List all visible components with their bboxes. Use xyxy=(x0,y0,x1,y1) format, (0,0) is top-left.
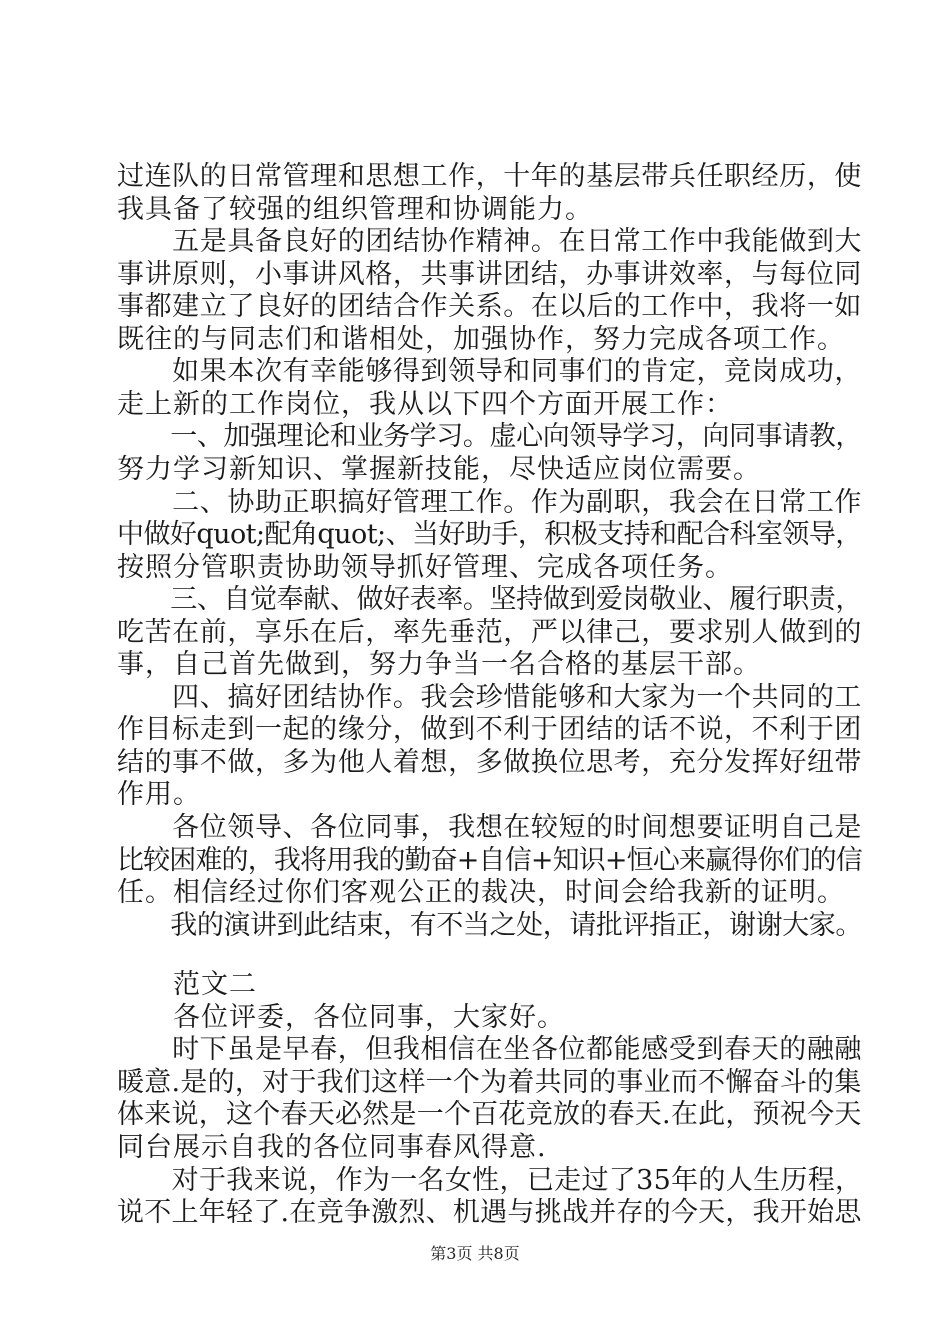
text-line: 如果本次有幸能够得到领导和同事们的肯定，竞岗成功， xyxy=(117,356,862,388)
text-line: 作用。 xyxy=(117,779,201,811)
text-line: 对于我来说，作为一名女性，已走过了35年的人生历程， xyxy=(117,1164,863,1196)
text-line: 二、协助正职搞好管理工作。作为副职，我会在日常工作 xyxy=(117,486,862,518)
text-line: 同台展示自我的各位同事春风得意. xyxy=(117,1131,547,1163)
text-line: 吃苦在前，享乐在后，率先垂范，严以律己，要求别人做到的 xyxy=(117,616,862,648)
text-line: 走上新的工作岗位，我从以下四个方面开展工作： xyxy=(117,388,733,420)
text-line: 按照分管职责协助领导抓好管理、完成各项任务。 xyxy=(117,551,733,583)
text-line: 暖意.是的，对于我们这样一个为着共同的事业而不懈奋斗的集 xyxy=(117,1066,862,1098)
text-line: 一、加强理论和业务学习。虚心向领导学习，向同事请教， xyxy=(117,421,862,453)
text-line: 我的演讲到此结束，有不当之处，请批评指正，谢谢大家。 xyxy=(117,909,862,941)
text-line: 事讲原则，小事讲风格，共事讲团结，办事讲效率，与每位同 xyxy=(117,258,862,290)
text-line: 各位评委，各位同事，大家好。 xyxy=(117,1001,565,1033)
text-line: 各位领导、各位同事，我想在较短的时间想要证明自己是 xyxy=(117,812,862,844)
page-footer: 第3页 共8页 xyxy=(430,1244,520,1263)
text-line: 事，自己首先做到，努力争当一名合格的基层干部。 xyxy=(117,649,761,681)
text-line: 五是具备良好的团结协作精神。在日常工作中我能做到大 xyxy=(117,226,862,258)
text-line: 三、自觉奉献、做好表率。坚持做到爱岗敬业、履行职责， xyxy=(117,584,862,616)
text-line: 我具备了较强的组织管理和协调能力。 xyxy=(117,193,593,225)
text-line: 努力学习新知识、掌握新技能，尽快适应岗位需要。 xyxy=(117,453,761,485)
text-line: 过连队的日常管理和思想工作，十年的基层带兵任职经历，使 xyxy=(117,161,862,193)
text-line: 中做好quot;配角quot;、当好助手，积极支持和配合科室领导， xyxy=(117,519,862,551)
text-line: 体来说，这个春天必然是一个百花竞放的春天.在此，预祝今天 xyxy=(117,1099,862,1131)
text-line: 事都建立了良好的团结合作关系。在以后的工作中，我将一如 xyxy=(117,291,862,323)
text-line: 既往的与同志们和谐相处，加强协作，努力完成各项工作。 xyxy=(117,323,845,355)
text-line: 结的事不做，多为他人着想，多做换位思考，充分发挥好纽带 xyxy=(117,746,862,778)
text-line: 作目标走到一起的缘分，做到不利于团结的话不说，不利于团 xyxy=(117,714,862,746)
text-line: 四、搞好团结协作。我会珍惜能够和大家为一个共同的工 xyxy=(117,681,862,713)
text-line: 时下虽是早春，但我相信在坐各位都能感受到春天的融融 xyxy=(117,1034,862,1066)
text-line: 任。相信经过你们客观公正的裁决，时间会给我新的证明。 xyxy=(117,877,845,909)
text-line: 比较困难的，我将用我的勤奋+自信+知识+恒心来赢得你们的信 xyxy=(117,844,862,876)
section-heading: 范文二 xyxy=(117,969,257,1001)
text-line: 说不上年轻了.在竞争激烈、机遇与挑战并存的今天，我开始思 xyxy=(117,1197,862,1229)
